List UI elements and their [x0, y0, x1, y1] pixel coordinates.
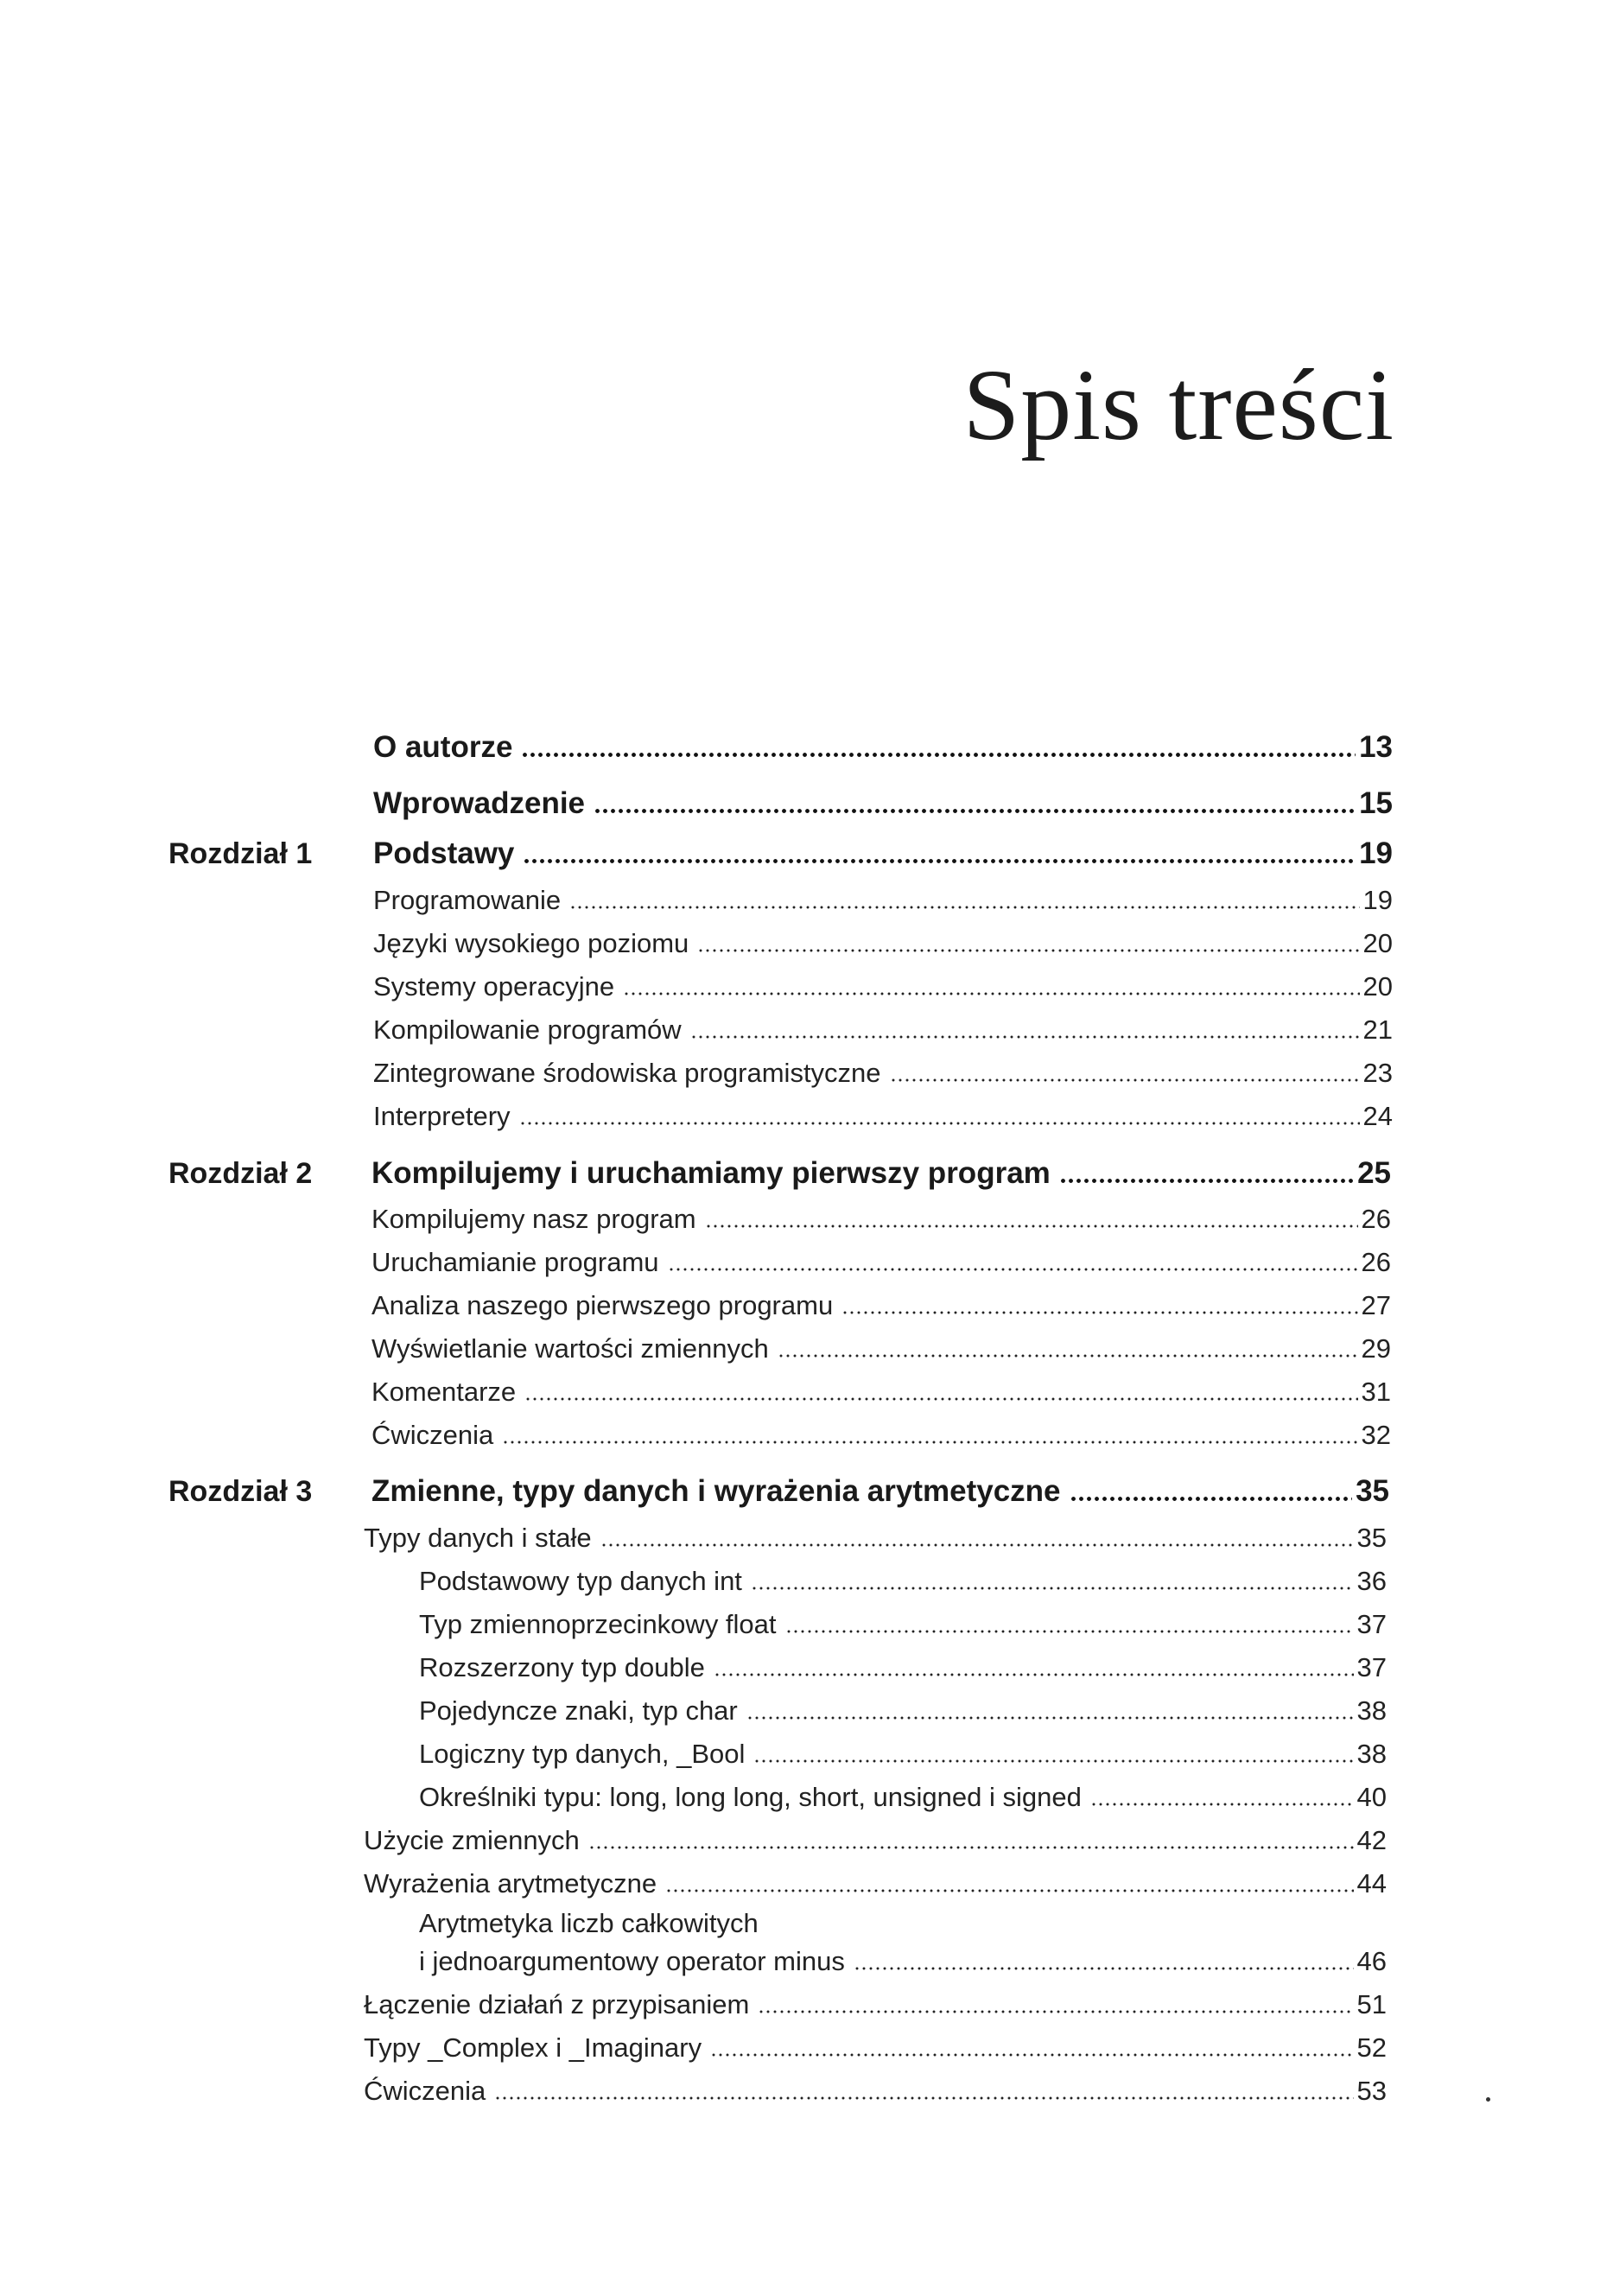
- toc-entry-title: Języki wysokiego poziomu: [373, 928, 689, 958]
- toc-entry-page: 38: [1356, 1695, 1387, 1726]
- leader-dots: [594, 808, 1356, 814]
- leader-dots: [854, 1966, 1354, 1971]
- toc-entry-title: Określniki typu: long, long long, short, unsigned i signed: [419, 1782, 1082, 1812]
- leader-dots: [588, 1845, 1354, 1850]
- toc-entry-page: 21: [1362, 1014, 1393, 1045]
- toc-entry[interactable]: [419, 1694, 1387, 1728]
- toc-entry-title: Komentarze: [371, 1377, 517, 1407]
- toc-entry-page: 26: [1361, 1204, 1391, 1234]
- toc-entry[interactable]: [371, 1332, 1391, 1366]
- toc-entry-title: Programowanie: [373, 885, 562, 915]
- toc-entry-page: 35: [1356, 1523, 1387, 1553]
- leader-dots: [841, 1310, 1357, 1315]
- toc-entry[interactable]: [419, 1737, 1387, 1771]
- toc-entry[interactable]: [364, 1988, 1387, 2022]
- chapter-label-3: Rozdział 3: [168, 1475, 313, 1508]
- toc-entry-page: 15: [1359, 786, 1393, 820]
- leader-dots: [494, 2096, 1353, 2101]
- leader-dots: [746, 1715, 1354, 1720]
- toc-entry-title: Wyrażenia arytmetyczne: [364, 1868, 657, 1898]
- page-title: Spis treści: [962, 348, 1394, 461]
- toc-entry-page: 20: [1362, 971, 1393, 1002]
- toc-entry-title: Wyświetlanie wartości zmiennych: [371, 1333, 769, 1364]
- toc-entry-page: 31: [1361, 1377, 1391, 1407]
- toc-entry-title: Wprowadzenie: [373, 786, 586, 820]
- leader-dots: [890, 1078, 1360, 1083]
- toc-chapter-1-title[interactable]: [373, 836, 1393, 871]
- toc-entry[interactable]: [371, 1375, 1391, 1409]
- toc-entry-page: 23: [1362, 1058, 1393, 1088]
- toc-entry-page: 44: [1356, 1868, 1387, 1898]
- toc-entry-page: 51: [1356, 1989, 1387, 2019]
- toc-entry-page: 35: [1356, 1474, 1389, 1508]
- toc-entry[interactable]: [373, 970, 1393, 1004]
- leader-dots: [778, 1353, 1358, 1358]
- toc-entry-page: 40: [1356, 1782, 1387, 1812]
- leader-dots: [600, 1542, 1354, 1548]
- toc-entry[interactable]: [371, 1245, 1391, 1280]
- toc-entry[interactable]: [364, 2074, 1387, 2108]
- toc-chapter-2-title[interactable]: [371, 1156, 1391, 1191]
- toc-entry-page: 24: [1362, 1101, 1393, 1131]
- leader-dots: [753, 1759, 1353, 1764]
- toc-entry-page: 37: [1356, 1652, 1387, 1682]
- leader-dots: [758, 2009, 1353, 2014]
- toc-entry-title: Ćwiczenia: [371, 1420, 494, 1450]
- toc-entry[interactable]: [419, 1564, 1387, 1599]
- toc-entry-title: Podstawy: [373, 836, 515, 870]
- toc-entry[interactable]: [373, 1013, 1393, 1047]
- leader-dots: [519, 1121, 1360, 1126]
- leader-dots: [690, 1034, 1360, 1040]
- toc-entry-page: 26: [1361, 1247, 1391, 1277]
- toc-entry-title: Interpretery: [373, 1101, 511, 1131]
- scan-speck: [1486, 2097, 1490, 2102]
- chapter-label-1: Rozdział 1: [168, 837, 313, 870]
- toc-entry-page: 19: [1359, 836, 1393, 870]
- toc-entry-title: Zintegrowane środowiska programistyczne: [373, 1058, 881, 1088]
- toc-entry-page: 19: [1362, 885, 1393, 915]
- leader-dots: [569, 905, 1359, 910]
- toc-entry-page: 32: [1361, 1420, 1391, 1450]
- leader-dots: [751, 1586, 1354, 1591]
- leader-dots: [524, 1396, 1357, 1402]
- toc-entry[interactable]: [371, 1202, 1391, 1237]
- toc-entry-title: Logiczny typ danych, _Bool: [419, 1739, 746, 1769]
- leader-dots: [785, 1629, 1354, 1634]
- leader-dots: [623, 991, 1359, 996]
- leader-dots: [697, 948, 1359, 953]
- toc-entry[interactable]: [364, 1823, 1387, 1858]
- toc-entry-title: i jednoargumentowy operator minus: [419, 1946, 845, 1976]
- toc-entry-title: Łączenie działań z przypisaniem: [364, 1989, 750, 2019]
- toc-entry-title: Typy _Complex i _Imaginary: [364, 2032, 702, 2063]
- toc-entry-page: 42: [1356, 1825, 1387, 1855]
- leader-dots: [714, 1672, 1354, 1677]
- toc-entry[interactable]: [373, 883, 1393, 918]
- toc-entry-page: 37: [1356, 1609, 1387, 1639]
- toc-chapter-3-title[interactable]: [371, 1474, 1389, 1509]
- toc-entry[interactable]: [419, 1650, 1387, 1685]
- toc-entry-title: Rozszerzony typ double: [419, 1652, 705, 1682]
- toc-entry-page: 25: [1357, 1156, 1391, 1190]
- toc-entry[interactable]: [419, 1607, 1387, 1642]
- toc-entry-title: Pojedyncze znaki, typ char: [419, 1695, 738, 1726]
- toc-entry-title: Typy danych i stałe: [364, 1523, 592, 1553]
- leader-dots: [665, 1888, 1353, 1893]
- toc-entry[interactable]: [419, 1780, 1387, 1815]
- toc-entry-page: 13: [1359, 730, 1393, 764]
- toc-entry-title: Ćwiczenia: [364, 2076, 486, 2106]
- leader-dots: [710, 2052, 1353, 2057]
- toc-entry-title-line1: Arytmetyka liczb całkowitych: [419, 1908, 759, 1938]
- toc-entry[interactable]: [364, 1867, 1387, 1901]
- toc-entry[interactable]: [373, 926, 1393, 961]
- toc-entry-about-author[interactable]: [373, 730, 1393, 765]
- toc-entry-title: Zmienne, typy danych i wyrażenia arytmetyczne: [371, 1474, 1061, 1508]
- toc-entry-title: O autorze: [373, 730, 513, 764]
- leader-dots: [502, 1440, 1357, 1445]
- toc-entry-introduction[interactable]: [373, 786, 1393, 821]
- leader-dots: [705, 1224, 1358, 1229]
- toc-entry-title: Kompilujemy i uruchamiamy pierwszy program: [371, 1156, 1051, 1190]
- toc-entry[interactable]: [364, 2031, 1387, 2065]
- toc-entry-page: 29: [1361, 1333, 1391, 1364]
- toc-entry-title: Typ zmiennoprzecinkowy float: [419, 1609, 777, 1639]
- toc-entry-title: Kompilowanie programów: [373, 1014, 682, 1045]
- toc-entry-page: 36: [1356, 1566, 1387, 1596]
- toc-entry-page: 46: [1356, 1946, 1387, 1976]
- toc-entry-title: Podstawowy typ danych int: [419, 1566, 742, 1596]
- toc-entry-title: Analiza naszego pierwszego programu: [371, 1290, 834, 1320]
- leader-dots: [1070, 1496, 1353, 1502]
- toc-entry[interactable]: [371, 1418, 1391, 1453]
- leader-dots: [523, 858, 1356, 864]
- chapter-label-2: Rozdział 2: [168, 1157, 313, 1190]
- toc-entry-title: Użycie zmiennych: [364, 1825, 580, 1855]
- toc-entry-page: 27: [1361, 1290, 1391, 1320]
- toc-entry[interactable]: [364, 1521, 1387, 1555]
- toc-entry[interactable]: [373, 1056, 1393, 1091]
- toc-entry-page: 20: [1362, 928, 1393, 958]
- leader-dots: [668, 1267, 1358, 1272]
- toc-entry[interactable]: [419, 1944, 1387, 1979]
- toc-entry-title: Kompilujemy nasz program: [371, 1204, 696, 1234]
- toc-entry-page: 53: [1356, 2076, 1387, 2106]
- toc-entry[interactable]: [371, 1288, 1391, 1323]
- toc-entry-page: 38: [1356, 1739, 1387, 1769]
- toc-entry-title: Uruchamianie programu: [371, 1247, 659, 1277]
- leader-dots: [1059, 1178, 1354, 1184]
- toc-entry-title: Systemy operacyjne: [373, 971, 615, 1002]
- leader-dots: [1090, 1802, 1354, 1807]
- toc-entry[interactable]: [373, 1099, 1393, 1134]
- leader-dots: [521, 752, 1356, 758]
- toc-entry-page: 52: [1356, 2032, 1387, 2063]
